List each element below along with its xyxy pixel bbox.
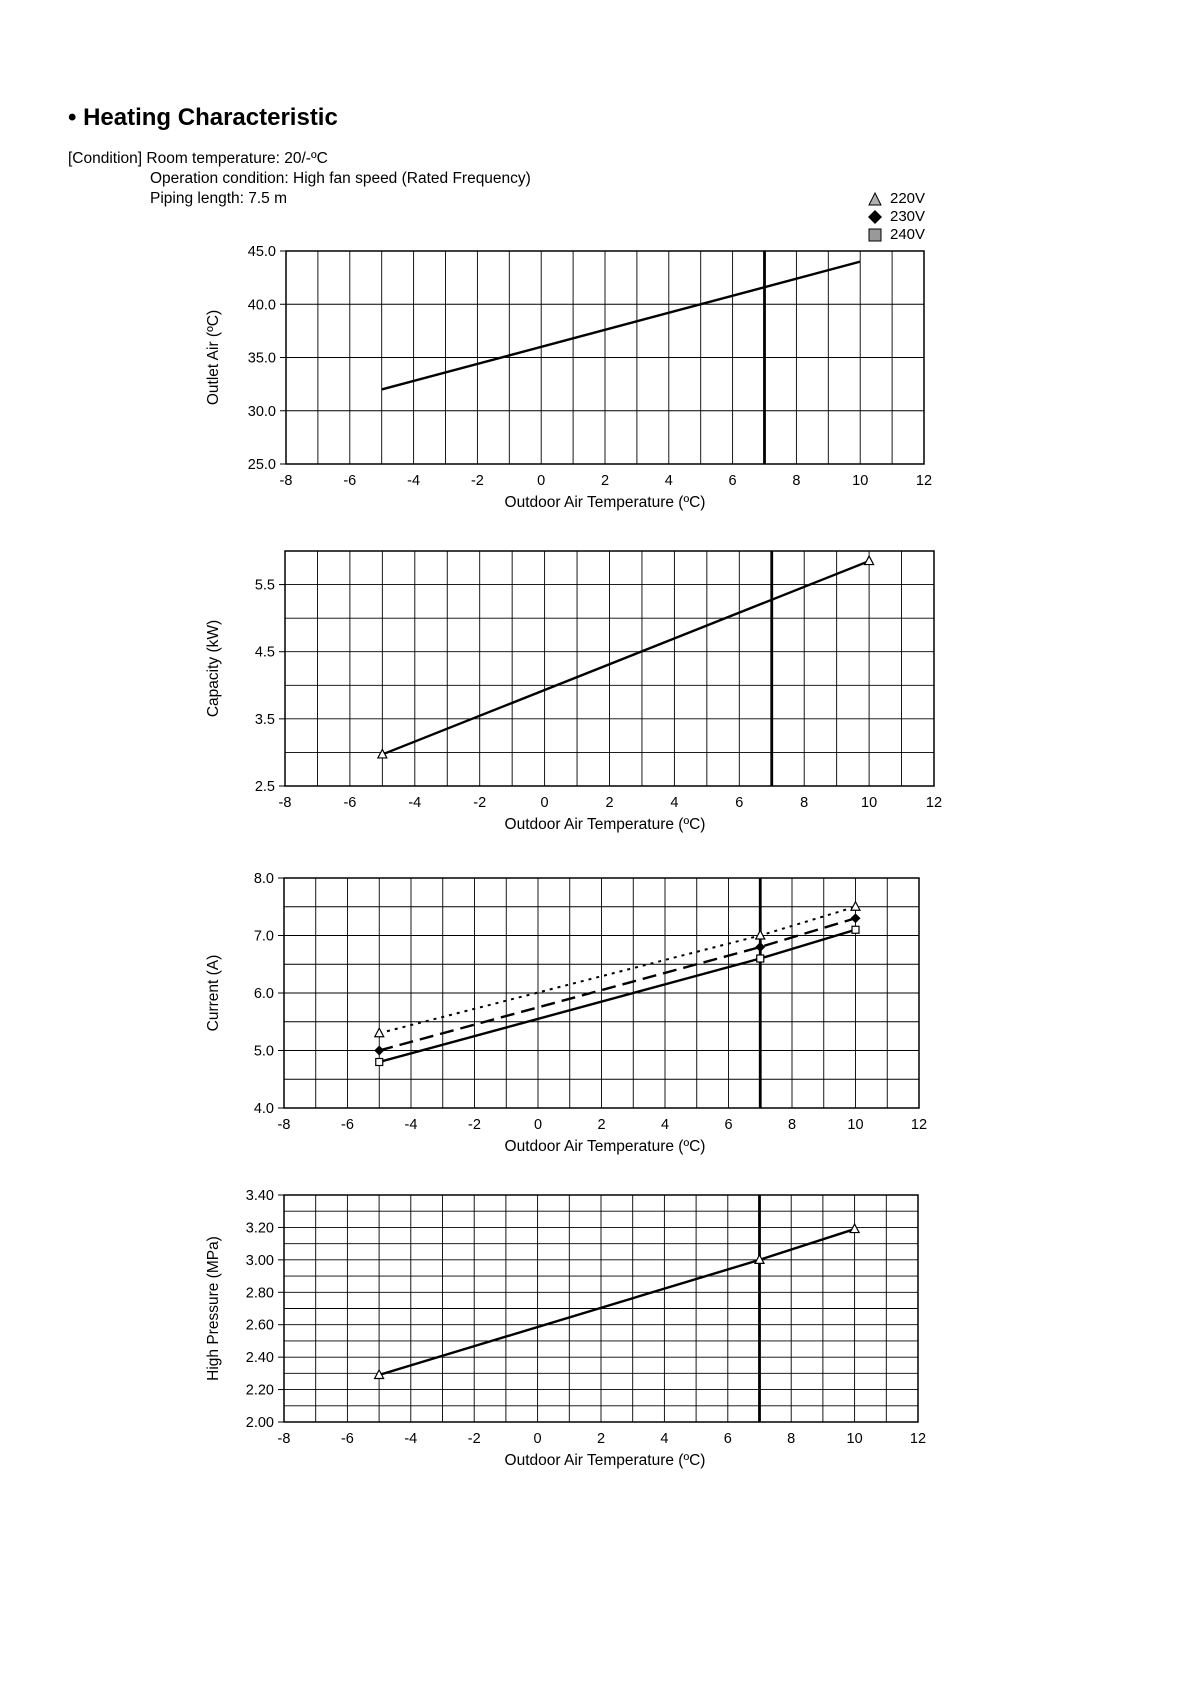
y-tick-label: 35.0 (247, 350, 276, 367)
x-tick-label: -2 (473, 795, 487, 811)
condition-piping-length: Piping length: 7.5 m (150, 190, 288, 207)
x-tick-label: 12 (915, 473, 933, 489)
y-tick-label: 45.0 (247, 244, 276, 260)
x-tick-label: -4 (407, 473, 421, 489)
x-tick-label: 8 (787, 1117, 797, 1133)
x-tick-label: 2 (597, 1117, 606, 1133)
x-tick-label: 10 (861, 795, 878, 811)
x-tick-label: 12 (925, 795, 943, 811)
x-tick-label: 2 (605, 795, 614, 811)
x-tick-label: 6 (723, 1431, 732, 1447)
x-axis-label: Outdoor Air Temperature (ºC) (504, 494, 706, 511)
x-tick-label: 10 (847, 1117, 864, 1133)
x-tick-label: 8 (800, 795, 809, 811)
x-tick-label: 4 (660, 1431, 669, 1447)
y-tick-label: 3.40 (245, 1188, 274, 1204)
y-tick-label: 25.0 (247, 457, 276, 473)
x-tick-label: -6 (343, 473, 357, 489)
y-tick-label: 2.20 (245, 1382, 274, 1399)
x-tick-label: 8 (792, 473, 801, 489)
x-tick-label: 10 (846, 1431, 863, 1447)
x-tick-label: 0 (537, 473, 546, 489)
x-tick-label: 0 (533, 1431, 542, 1447)
y-tick-label: 7.0 (253, 928, 274, 945)
x-axis-label: Outdoor Air Temperature (ºC) (504, 1138, 706, 1155)
x-tick-label: 6 (735, 795, 744, 811)
x-tick-label: -6 (340, 1431, 354, 1447)
x-tick-label: 6 (724, 1117, 733, 1133)
x-tick-label: 12 (909, 1431, 927, 1447)
x-axis-label: Outdoor Air Temperature (ºC) (504, 1452, 706, 1469)
x-tick-label: 4 (670, 795, 679, 811)
y-tick-label: 40.0 (247, 297, 276, 314)
x-tick-label: -2 (467, 1431, 481, 1447)
x-tick-label: -4 (404, 1431, 418, 1447)
series-line (379, 1229, 854, 1375)
y-tick-label: 3.5 (254, 711, 275, 728)
x-tick-label: 6 (728, 473, 737, 489)
x-tick-label: -8 (278, 795, 292, 811)
y-tick-label: 2.00 (245, 1415, 274, 1431)
y-tick-label: 2.40 (245, 1350, 274, 1367)
page-title: • Heating Characteristic (68, 104, 338, 131)
x-tick-label: 10 (852, 473, 869, 489)
y-axis-label: Outlet Air (ºC) (205, 309, 222, 406)
x-tick-label: 0 (540, 795, 549, 811)
y-tick-label: 2.5 (254, 779, 275, 795)
legend-label-230v: 230V (890, 208, 926, 225)
x-tick-label: 8 (787, 1431, 796, 1447)
x-tick-label: 2 (596, 1431, 606, 1447)
condition-room-temperature: [Condition] Room temperature: 20/-ºC (68, 150, 328, 167)
x-tick-label: 4 (664, 473, 673, 489)
legend-label-220v: 220V (890, 190, 926, 207)
x-tick-label: -6 (341, 1117, 354, 1133)
x-tick-label: 2 (600, 473, 610, 489)
x-tick-label: -4 (408, 795, 422, 811)
y-tick-label: 8.0 (253, 871, 274, 887)
x-tick-label: -2 (468, 1117, 481, 1133)
y-axis-label: Current (A) (205, 954, 222, 1032)
y-tick-label: 2.60 (245, 1317, 274, 1334)
x-axis-label: Outdoor Air Temperature (ºC) (504, 816, 706, 833)
x-tick-label: -8 (279, 473, 293, 489)
x-tick-label: -8 (277, 1431, 291, 1447)
y-tick-label: 4.5 (254, 644, 275, 661)
x-tick-label: -8 (277, 1117, 291, 1133)
y-tick-label: 3.00 (245, 1252, 274, 1269)
y-tick-label: 5.0 (253, 1043, 274, 1060)
y-axis-label: Capacity (kW) (205, 619, 222, 718)
y-tick-label: 3.20 (245, 1220, 274, 1237)
y-tick-label: 30.0 (247, 403, 276, 420)
y-tick-label: 6.0 (253, 986, 274, 1002)
x-tick-label: 0 (533, 1117, 543, 1133)
condition-operation: Operation condition: High fan speed (Rated Frequency) (150, 170, 531, 187)
y-tick-label: 4.0 (253, 1101, 274, 1117)
y-tick-label: 2.80 (245, 1285, 274, 1302)
y-tick-label: 5.5 (254, 577, 275, 594)
data-point-triangle (850, 1224, 859, 1233)
x-tick-label: -4 (404, 1117, 418, 1133)
x-tick-label: 12 (910, 1117, 928, 1133)
x-tick-label: 4 (660, 1117, 670, 1133)
y-axis-label: High Pressure (MPa) (205, 1236, 222, 1381)
x-tick-label: -2 (470, 473, 484, 489)
legend-label-240v: 240V (890, 226, 926, 243)
x-tick-label: -6 (343, 795, 357, 811)
